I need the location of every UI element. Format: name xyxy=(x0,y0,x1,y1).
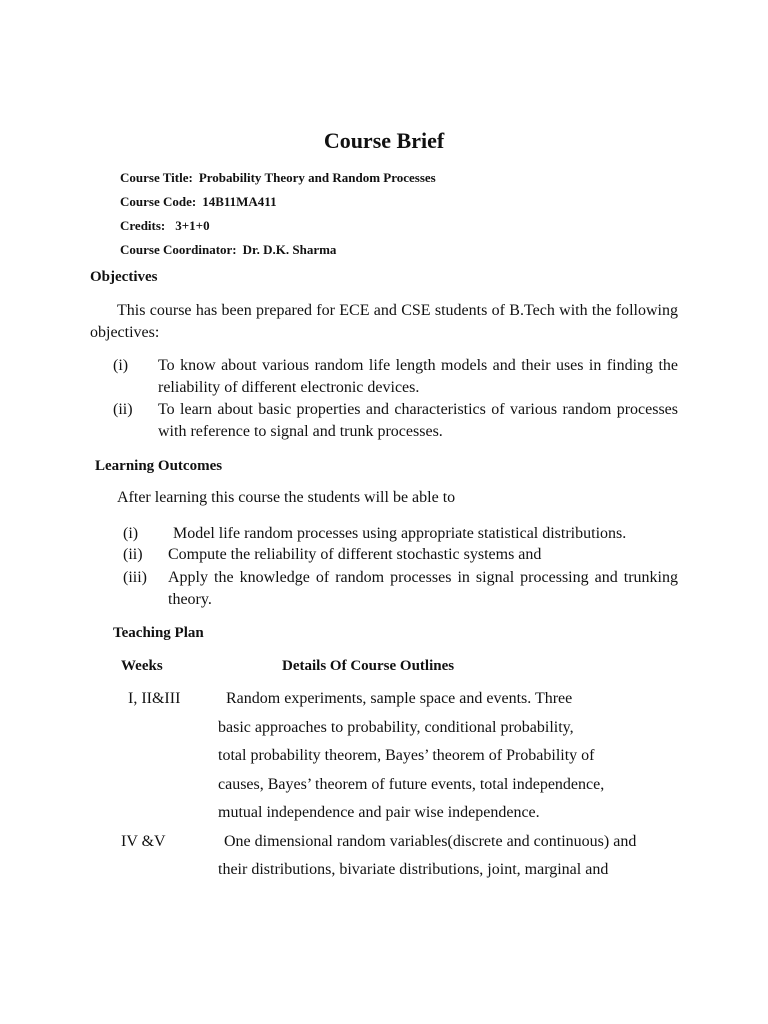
outcome-item xyxy=(123,544,678,566)
details-column-header: Details Of Course Outlines xyxy=(282,658,455,674)
plan-row-line: basic approaches to probability, conditional probability, xyxy=(218,719,574,736)
course-code-label: Course Code: xyxy=(120,194,197,209)
plan-row-line: causes, Bayes’ theorem of future events, total independence, xyxy=(218,776,605,793)
course-title-value: Probability Theory and Random Processes xyxy=(198,170,436,185)
plan-row-line: their distributions, bivariate distributions, joint, marginal and xyxy=(218,861,609,878)
weeks-column-header: Weeks xyxy=(121,658,163,674)
plan-row-line: mutual independence and pair wise independence. xyxy=(218,804,540,821)
objective-item xyxy=(113,399,678,443)
coordinator-label: Course Coordinator: xyxy=(120,242,237,257)
objective-item-text: To learn about basic properties and characteristics of various random processes with reference to signal and trunk processes. xyxy=(158,401,678,440)
teaching-plan-heading: Teaching Plan xyxy=(113,625,204,641)
course-title-row xyxy=(120,170,436,186)
plan-row-weeks: IV &V xyxy=(121,833,166,850)
plan-row-weeks: I, II&III xyxy=(128,690,181,707)
course-code-row xyxy=(120,194,277,210)
outcome-item-number: (ii) xyxy=(123,546,143,563)
outcome-item-number: (iii) xyxy=(123,569,147,586)
credits-value: 3+1+0 xyxy=(175,218,210,233)
plan-row-line: One dimensional random variables(discrete and continuous) and xyxy=(224,833,637,850)
course-code-value: 14B11MA411 xyxy=(202,194,277,209)
plan-row-line: Random experiments, sample space and events. Three xyxy=(226,690,573,707)
outcome-item-number: (i) xyxy=(123,525,139,542)
objective-item xyxy=(113,355,678,399)
objectives-intro-text: This course has been prepared for ECE and CSE students of B.Tech with the following objectives: xyxy=(90,302,678,341)
credits-label: Credits: xyxy=(120,218,166,233)
objective-item-text: To know about various random life length models and their uses in finding the reliability of different electronic devices. xyxy=(158,357,678,396)
outcomes-intro: After learning this course the students will be able to xyxy=(117,489,456,506)
course-title-label: Course Title: xyxy=(120,170,193,185)
objective-item-number: (ii) xyxy=(113,401,133,418)
outcome-item-text: Apply the knowledge of random processes in signal processing and trunking theory. xyxy=(168,569,678,608)
credits-row xyxy=(120,218,210,234)
outcome-item xyxy=(123,523,678,545)
outcome-item xyxy=(123,567,678,611)
outcomes-heading: Learning Outcomes xyxy=(95,458,223,474)
page-title: Course Brief xyxy=(323,128,445,153)
objectives-intro xyxy=(90,300,678,344)
outcome-item-text: Compute the reliability of different stochastic systems and xyxy=(168,546,542,563)
objective-item-number: (i) xyxy=(113,357,129,374)
outcome-item-text: Model life random processes using appropriate statistical distributions. xyxy=(173,525,627,542)
coordinator-value: Dr. D.K. Sharma xyxy=(242,242,337,257)
plan-row-line: total probability theorem, Bayes’ theorem of Probability of xyxy=(218,747,595,764)
coordinator-row xyxy=(120,242,336,258)
objectives-heading: Objectives xyxy=(90,269,158,285)
